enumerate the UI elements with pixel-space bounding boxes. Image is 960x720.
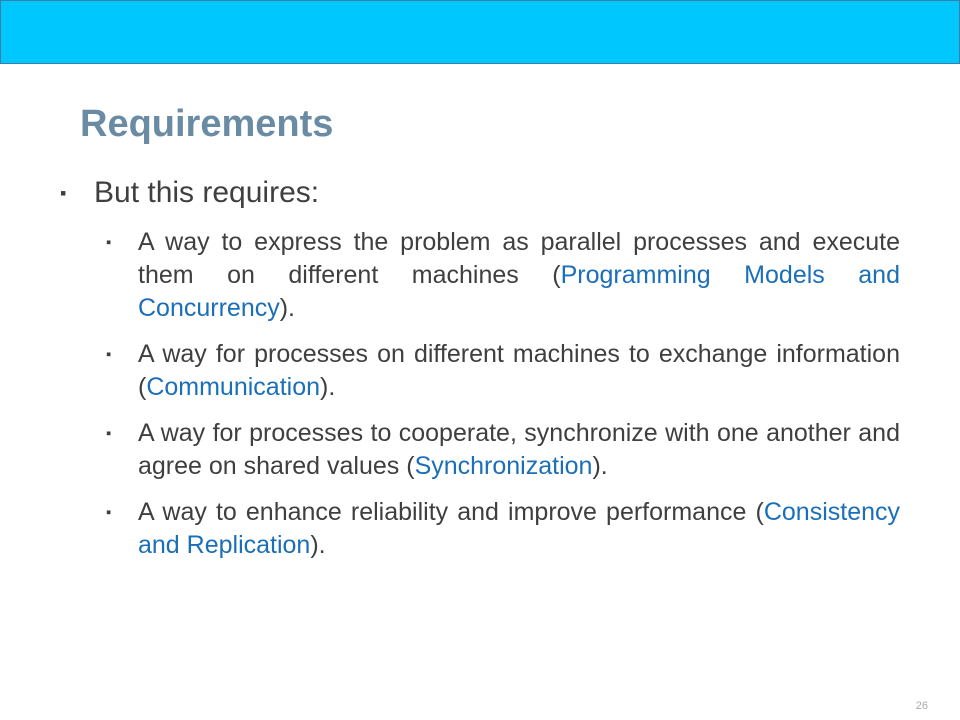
square-bullet-icon: ▪: [106, 346, 112, 363]
slide-content: [60, 174, 900, 575]
square-bullet-icon: ▪: [60, 183, 67, 203]
sub-point-list: [106, 226, 900, 562]
sub-point: [106, 496, 900, 562]
main-point-text: But this requires:: [94, 176, 320, 209]
sub-point-highlight: Programming Models and Concurrency: [138, 261, 900, 322]
square-bullet-icon: ▪: [106, 234, 112, 251]
sub-point: [106, 226, 900, 325]
sub-point-text: [138, 496, 900, 562]
sub-point-text-post: ).: [592, 452, 608, 480]
sub-point-text: [138, 417, 900, 483]
sub-point-text-pre: A way for processes on different machines to exchange information (: [138, 340, 900, 401]
sub-point-text-post: ).: [320, 373, 336, 401]
main-point: [60, 174, 900, 212]
square-bullet-icon: ▪: [106, 425, 112, 442]
sub-point-text-pre: A way to express the problem as parallel processes and execute them on different machines (: [138, 228, 900, 289]
sub-point-highlight: Consistency and Replication: [138, 498, 900, 559]
square-bullet-icon: ▪: [106, 504, 112, 521]
sub-point-text-post: ).: [310, 531, 326, 559]
slide-title: Requirements: [80, 103, 334, 145]
sub-point-text: [138, 338, 900, 404]
sub-point: [106, 338, 900, 404]
header-bar: [0, 0, 960, 64]
sub-point-highlight: Synchronization: [414, 452, 593, 480]
sub-point: [106, 417, 900, 483]
sub-point-text: [138, 226, 900, 325]
page-number: 26: [915, 700, 928, 712]
sub-point-text-pre: A way to enhance reliability and improve performance (: [138, 498, 764, 526]
sub-point-text-post: ).: [279, 294, 296, 322]
sub-point-highlight: Communication: [146, 373, 321, 401]
sub-point-text-pre: A way for processes to cooperate, synchronize with one another and agree on shared values (: [138, 419, 900, 480]
